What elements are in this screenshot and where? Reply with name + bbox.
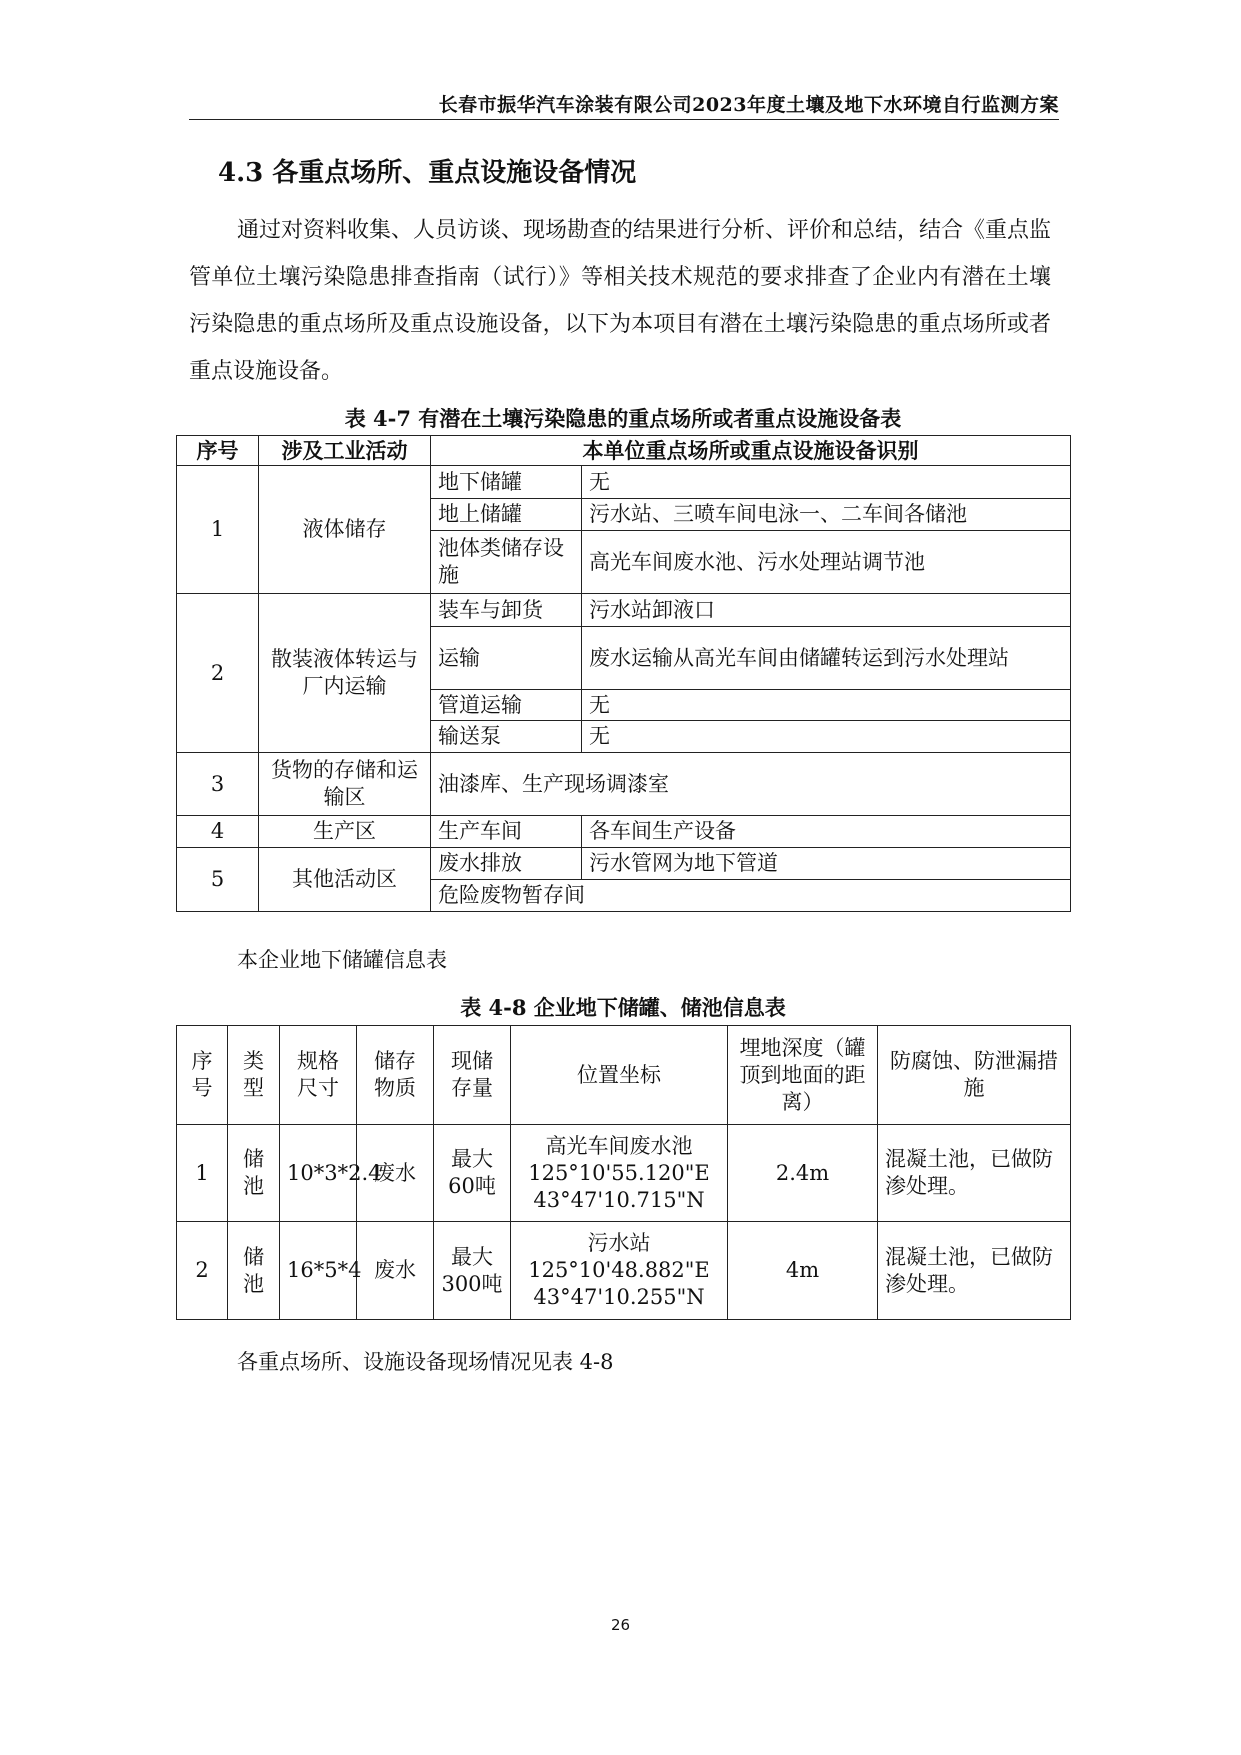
table-row-no: 2	[177, 594, 259, 753]
table2-header-amount: 现储存量	[434, 1026, 511, 1125]
table2-header-size: 规格尺寸	[280, 1026, 357, 1125]
tank-substance: 废水	[357, 1222, 434, 1320]
closing-text: 各重点场所、设施设备现场情况见表 4-8	[237, 1350, 614, 1374]
table2-header-location: 位置坐标	[511, 1026, 728, 1125]
header-rule	[189, 119, 1059, 120]
tank-amount: 最大60吨	[434, 1125, 511, 1222]
table2-header-no: 序号	[177, 1026, 228, 1125]
tank-location	[511, 1125, 728, 1222]
facility-type: 地下储罐	[431, 466, 582, 499]
tank-amount: 最大300吨	[434, 1222, 511, 1320]
facility-detail: 废水运输从高光车间由储罐转运到污水处理站	[582, 627, 1071, 690]
table-row-no: 4	[177, 816, 259, 848]
tank-location-name: 高光车间废水池	[545, 1133, 693, 1158]
table-row-activity: 货物的存储和运输区	[259, 753, 431, 816]
facility-detail: 污水站、三喷车间电泳一、二车间各储池	[582, 499, 1071, 531]
table2-header-depth: 埋地深度（罐顶到地面的距离）	[728, 1026, 878, 1125]
section-title: 4.3 各重点场所、重点设施设备情况	[218, 158, 637, 188]
table-row-activity: 散装液体转运与厂内运输	[259, 594, 431, 753]
page-header: 长春市振华汽车涂装有限公司2023年度土壤及地下水环境自行监测方案	[438, 94, 1059, 116]
facility-type: 管道运输	[431, 690, 582, 721]
table-underground-tanks	[176, 1025, 1071, 1320]
table1-header-activity: 涉及工业活动	[259, 436, 431, 466]
table1-caption: 表 4-7 有潜在土壤污染隐患的重点场所或者重点设施设备表	[344, 406, 902, 431]
facility-detail: 无	[582, 721, 1071, 753]
facility-detail: 污水管网为地下管道	[582, 848, 1071, 880]
facility-type: 输送泵	[431, 721, 582, 753]
table-row-no: 1	[177, 466, 259, 594]
tank-location-longitude: 125°10'55.120"E	[528, 1160, 710, 1185]
tank-substance: 废水	[357, 1125, 434, 1222]
facility-detail: 无	[582, 690, 1071, 721]
table-key-facilities	[176, 435, 1071, 912]
tank-depth: 4m	[728, 1222, 878, 1320]
tank-location	[511, 1222, 728, 1320]
tank-measure: 混凝土池，已做防渗处理。	[878, 1222, 1071, 1320]
facility-type: 废水排放	[431, 848, 582, 880]
facility-detail: 各车间生产设备	[582, 816, 1071, 848]
tank-location-latitude: 43°47'10.715"N	[533, 1187, 705, 1212]
tank-location-latitude: 43°47'10.255"N	[533, 1285, 705, 1309]
tank-no: 1	[177, 1125, 228, 1222]
facility-type: 池体类储存设施	[431, 531, 582, 594]
table1-header-identification: 本单位重点场所或重点设施设备识别	[431, 436, 1071, 466]
facility-detail: 高光车间废水池、污水处理站调节池	[582, 531, 1071, 594]
table2-header-substance: 储存物质	[357, 1026, 434, 1125]
page-number: 26	[610, 1616, 631, 1634]
facility-detail: 无	[582, 466, 1071, 499]
intro-paragraph: 通过对资料收集、人员访谈、现场勘查的结果进行分析、评价和总结，结合《重点监管单位土壤污染隐患排查指南（试行）》等相关技术规范的要求排查了企业内有潜在土壤污染隐患的重点场所及重点设施设备，以下为本项目有潜在土壤污染隐患的重点场所或者重点设施设备。	[189, 218, 1052, 384]
table1-header-no: 序号	[177, 436, 259, 466]
note-text: 本企业地下储罐信息表	[237, 948, 447, 972]
table-row-activity: 液体储存	[259, 466, 431, 594]
tank-location-longitude: 125°10'48.882"E	[528, 1258, 710, 1282]
facility-type: 运输	[431, 627, 582, 690]
table-row-activity: 其他活动区	[259, 848, 431, 912]
table-row-no: 3	[177, 753, 259, 816]
facility-type: 装车与卸货	[431, 594, 582, 627]
tank-measure: 混凝土池，已做防渗处理。	[878, 1125, 1071, 1222]
table2-header-measure: 防腐蚀、防泄漏措施	[878, 1026, 1071, 1125]
table2-header-type: 类型	[228, 1026, 280, 1125]
facility-detail: 油漆库、生产现场调漆室	[431, 753, 1071, 816]
tank-depth: 2.4m	[728, 1125, 878, 1222]
tank-size: 16*5*4	[280, 1222, 357, 1320]
facility-detail: 危险废物暂存间	[431, 880, 1071, 912]
table-row-no: 5	[177, 848, 259, 912]
tank-no: 2	[177, 1222, 228, 1320]
facility-detail: 污水站卸液口	[582, 594, 1071, 627]
tank-type: 储池	[228, 1222, 280, 1320]
tank-type: 储池	[228, 1125, 280, 1222]
facility-type: 生产车间	[431, 816, 582, 848]
tank-size: 10*3*2.4	[280, 1125, 357, 1222]
facility-type: 地上储罐	[431, 499, 582, 531]
table-row-activity: 生产区	[259, 816, 431, 848]
table2-caption: 表 4-8 企业地下储罐、储池信息表	[460, 995, 786, 1020]
tank-location-name: 污水站	[587, 1231, 651, 1255]
